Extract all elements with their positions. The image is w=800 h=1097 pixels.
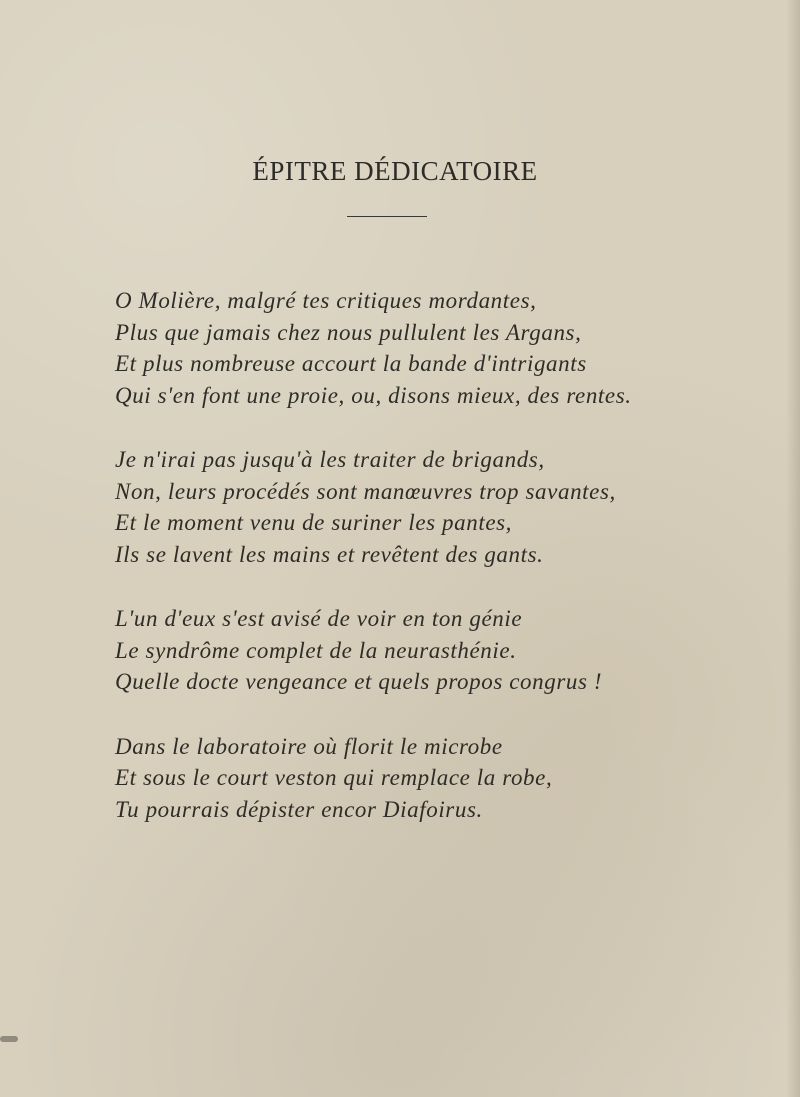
poem-line: Ils se lavent les mains et revêtent des gants.	[115, 541, 544, 567]
poem-line: Dans le laboratoire où florit le microbe	[115, 733, 503, 759]
title-rule	[347, 216, 427, 217]
poem-line: Je n'irai pas jusqu'à les traiter de brigands,	[115, 447, 545, 472]
poem-line: Non, leurs procédés sont manœuvres trop savantes,	[115, 478, 616, 504]
poem-line: Et sous le court veston qui remplace la robe,	[115, 765, 553, 790]
ink-smudge	[0, 1036, 18, 1042]
stanza-3	[115, 603, 715, 698]
stanza-1	[115, 285, 715, 411]
poem-line: O Molière, malgré tes critiques mordantes,	[115, 288, 537, 313]
page-title: ÉPITRE DÉDICATOIRE	[252, 156, 538, 186]
poem	[115, 285, 715, 858]
stanza-4	[115, 731, 715, 826]
poem-line: Et le moment venu de suriner les pantes,	[115, 510, 513, 535]
poem-line: Quelle docte vengeance et quels propos congrus !	[115, 669, 603, 694]
poem-line: Tu pourrais dépister encor Diafoirus.	[115, 796, 483, 822]
poem-line: Le syndrôme complet de la neurasthénie.	[115, 637, 517, 663]
poem-line: L'un d'eux s'est avisé de voir en ton génie	[115, 606, 523, 631]
poem-line: Et plus nombreuse accourt la bande d'intrigants	[115, 351, 587, 376]
stanza-2	[115, 444, 715, 570]
poem-line: Qui s'en font une proie, ou, disons mieux, des rentes.	[115, 382, 632, 408]
poem-line: Plus que jamais chez nous pullulent les Argans,	[115, 319, 582, 345]
